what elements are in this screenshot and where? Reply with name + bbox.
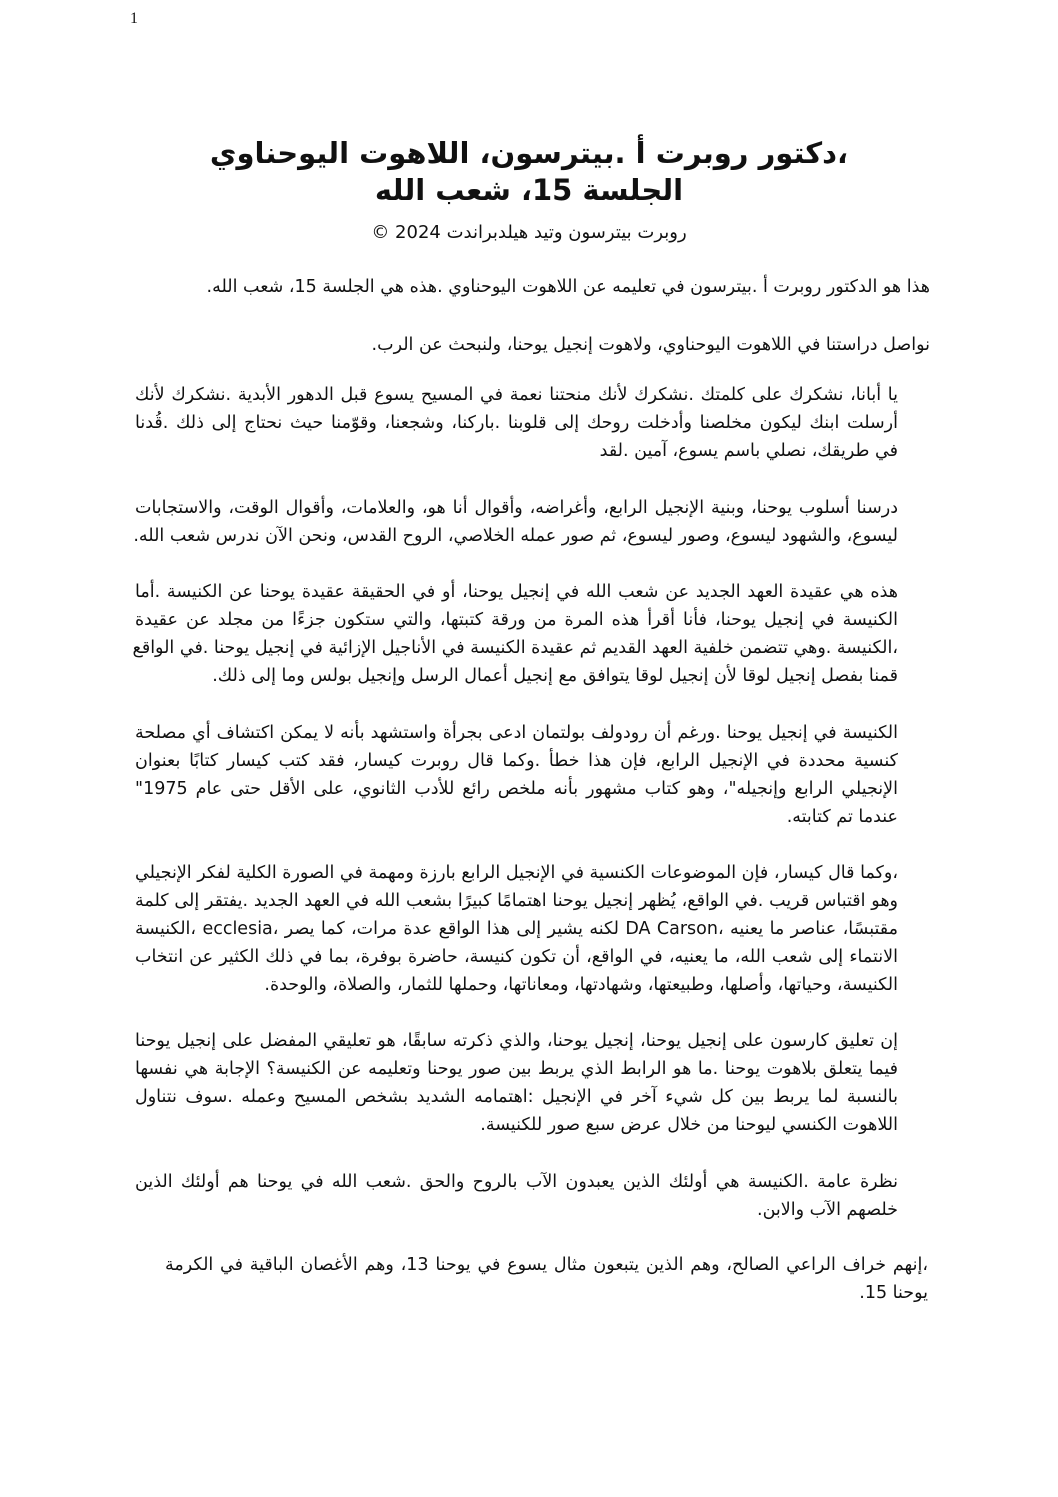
paragraph-line: كنسية محددة في الإنجيل الرابع، فإن هذا خطأ .وكما قال روبرت كيسار، فقد كتب كيسار كتابًا بعنوان	[135, 751, 898, 771]
paragraph-line: في طريقك، نصلي باسم يسوع، آمين .لقد	[599, 441, 898, 461]
paragraph-line: اللاهوت الكنسي ليوحنا من خلال عرض سبع صور للكنيسة.	[480, 1115, 898, 1135]
paragraph	[330, 331, 930, 359]
paragraph	[135, 381, 898, 465]
paragraph-line: ،وكما قال كيسار، فإن الموضوعات الكنسية في الإنجيل الرابع بارزة ومهمة في الصورة الكلية لفكر الإنجيلي	[135, 863, 898, 883]
paragraph-line: هذا هو الدكتور روبرت أ .بيترسون في تعليمه عن اللاهوت اليوحناوي .هذه هي الجلسة 15، شعب الله.	[206, 277, 930, 297]
paragraph-line: الانتماء إلى شعب الله، ما يعنيه، في الواقع، أن تكون كنيسة، حاضرة بوفرة، بما في ذلك الكثير عن انتخاب	[135, 947, 898, 967]
paragraph-line: بالنسبة لما يربط بين كل شيء آخر في الإنجيل :اهتمامه الشديد بشخص المسيح وعمله .سوف نتناول	[135, 1087, 898, 1107]
paragraph-line: فيما يتعلق بلاهوت يوحنا .ما هو الرابط الذي يربط بين صور يوحنا وتعليمه عن الكنيسة؟ الإجابة هي نفسها	[135, 1059, 898, 1079]
paragraph	[135, 719, 898, 831]
paragraph	[135, 1027, 898, 1139]
paragraph-line: خلصهم الآب والابن.	[757, 1200, 898, 1220]
paragraph-line: أرسلت ابنك ليكون مخلصنا وأدخلت روحك إلى قلوبنا .باركنا، وشجعنا، وقوّمنا حيث نحتاج إلى ذلك .قُدنا	[135, 413, 898, 433]
document-title-line-2: الجلسة 15، شعب الله	[374, 173, 684, 207]
paragraph-line: الكنيسة في إنجيل يوحنا، فأنا أقرأ هذه المرة من ورقة كتبتها، والتي ستكون جزءًا من مجلد عن عقيدة	[135, 610, 898, 630]
paragraph	[173, 273, 930, 301]
paragraph-line: عندما تم كتابته.	[786, 807, 898, 827]
paragraph-line: مقتبسًا، عناصر ما يعنيه ،DA Carson لكنه يشير إلى هذا الواقع عدة مرات، كما يصر ،ecclesia ،الكنيسة	[135, 919, 899, 939]
copyright-line: روبرت بيترسون وتيد هيلدبراندت 2024 ©	[371, 222, 687, 243]
paragraph-line: الإنجيلي الرابع وإنجيله"، وهو كتاب مشهور بأنه ملخص رائع للأدب الثانوي، على الأقل حتى عام 1975"	[135, 779, 898, 799]
paragraph-line: يوحنا 15.	[859, 1283, 928, 1303]
paragraph-line: يا أبانا، نشكرك على كلمتك .نشكرك لأنك منحتنا نعمة في المسيح يسوع قبل الدهور الأبدية .نشكرك لأنك	[135, 385, 898, 405]
paragraph	[132, 578, 898, 690]
paragraph-line: نظرة عامة .الكنيسة هي أولئك الذين يعبدون الآب بالروح والحق .شعب الله في يوحنا هم أولئك الذين	[135, 1172, 898, 1192]
paragraph-line: ليسوع، والشهود ليسوع، وصور ليسوع، ثم صور عمله الخلاصي، الروح القدس، ونحن الآن ندرس شعب الله.	[133, 526, 898, 546]
paragraph	[135, 1168, 898, 1224]
paragraph-line: الكنيسة، وحياتها، وأصلها، وطبيعتها، وشهادتها، ومعاناتها، وحملها للثمار، والصلاة، والوحدة.	[264, 975, 898, 995]
paragraph	[135, 859, 898, 999]
paragraph-line: ،إنهم خراف الراعي الصالح، وهم الذين يتبعون مثال يسوع في يوحنا 13، وهم الأغصان الباقية في الكرمة	[165, 1255, 928, 1275]
paragraph-line: درسنا أسلوب يوحنا، وبنية الإنجيل الرابع، وأغراضه، وأقوال أنا هو، والعلامات، وأقوال الوقت، والاستجابات	[135, 498, 898, 518]
page-number: 1	[130, 10, 138, 27]
paragraph-line: ،الكنيسة .وهي تتضمن خلفية العهد القديم ثم عقيدة الكنيسة في الأناجيل الإزائية في إنجيل يوحنا .في الواقع	[132, 638, 898, 658]
paragraph-line: الكنيسة في إنجيل يوحنا .ورغم أن رودولف بولتمان ادعى بجرأة واستشهد بأنه لا يمكن اكتشاف أي مصلحة	[135, 723, 898, 743]
paragraph-line: قمنا بفصل إنجيل لوقا لأن إنجيل لوقا يتوافق مع إنجيل أعمال الرسل وإنجيل بولس وما إلى ذلك.	[212, 666, 898, 686]
paragraph-line: وهو اقتباس قريب .في الواقع، يُظهر إنجيل يوحنا اهتمامًا كبيرًا بشعب الله في العهد الجديد .يفتقر إلى كلمة	[135, 891, 898, 911]
paragraph-line: إن تعليق كارسون على إنجيل يوحنا، إنجيل يوحنا، والذي ذكرته سابقًا، هو تعليقي المفضل على إنجيل يوحنا	[135, 1031, 898, 1051]
paragraph	[135, 494, 898, 550]
paragraph-line: هذه هي عقيدة العهد الجديد عن شعب الله في إنجيل يوحنا، أو في الحقيقة عقيدة يوحنا عن الكنيسة .أما	[135, 582, 898, 602]
document-title-line-1: ،دكتور روبرت أ .بيترسون، اللاهوت اليوحناوي	[209, 136, 849, 170]
paragraph	[165, 1251, 928, 1307]
paragraph-line: نواصل دراستنا في اللاهوت اليوحناوي، ولاهوت إنجيل يوحنا، ولنبحث عن الرب.	[371, 335, 930, 355]
